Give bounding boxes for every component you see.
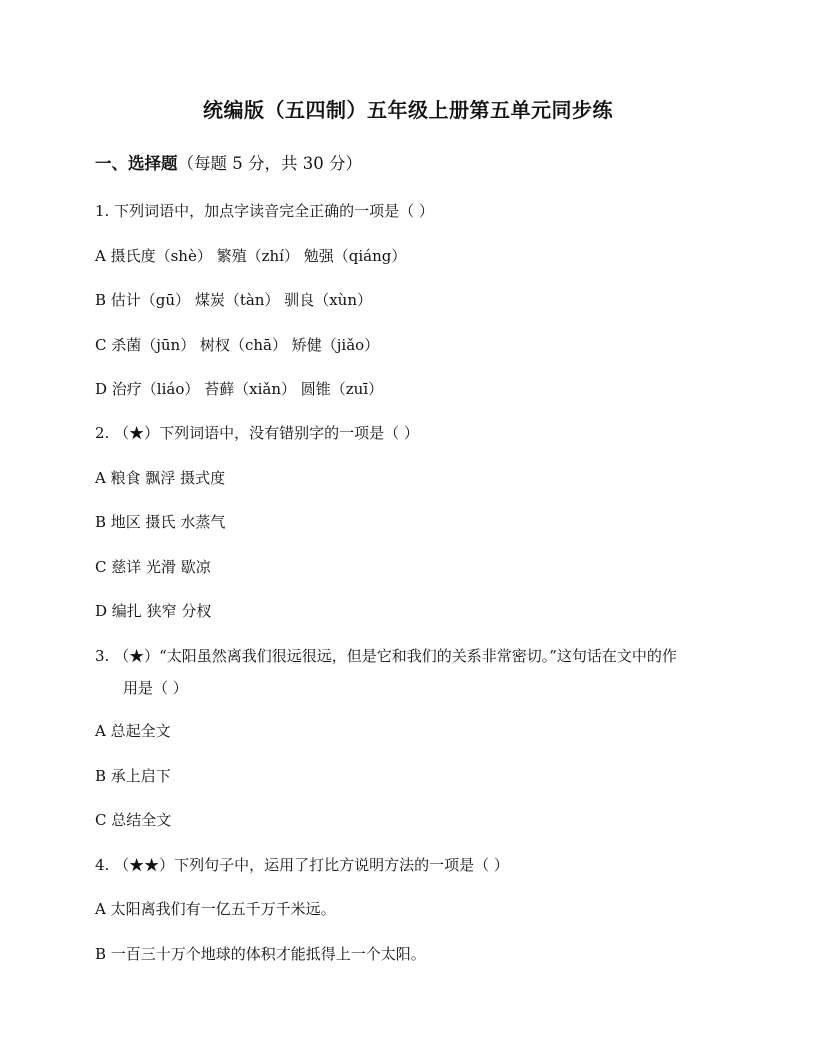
q1-option-d: D 治疗（liáo） 苔藓（xiǎn） 圆锥（zuī） bbox=[95, 380, 384, 398]
section-title: 一、选择题 bbox=[95, 154, 178, 173]
q3-option-a: A 总起全文 bbox=[95, 722, 171, 740]
q1-option-b: B 估计（gū） 煤炭（tàn） 驯良（xùn） bbox=[95, 291, 373, 309]
question-2: 2. （★）下列词语中，没有错别字的一项是（ ） bbox=[95, 424, 419, 442]
q4-option-b: B 一百三十万个地球的体积才能抵得上一个太阳。 bbox=[95, 945, 426, 963]
q4-option-a: A 太阳离我们有一亿五千万千米远。 bbox=[95, 900, 336, 918]
q3-option-b: B 承上启下 bbox=[95, 767, 171, 785]
q3-option-c: C 总结全文 bbox=[95, 811, 172, 829]
q1-option-c: C 杀菌（jūn） 树杈（chā） 矫健（jiǎo） bbox=[95, 336, 380, 354]
q2-option-c: C 慈详 光滑 歇凉 bbox=[95, 558, 211, 576]
question-1: 1. 下列词语中，加点字读音完全正确的一项是（ ） bbox=[95, 202, 434, 220]
section-heading bbox=[95, 150, 362, 174]
question-3-continuation: 用是（ ） bbox=[123, 679, 188, 697]
q1-option-a: A 摄氏度（shè） 繁殖（zhí） 勉强（qiáng） bbox=[95, 247, 407, 265]
q2-option-a: A 粮食 飘浮 摄式度 bbox=[95, 469, 226, 487]
section-note: （每题 5 分，共 30 分） bbox=[177, 154, 362, 173]
question-3: 3. （★）“太阳虽然离我们很远很远，但是它和我们的关系非常密切。”这句话在文中的作 bbox=[95, 647, 677, 665]
q2-option-b: B 地区 摄氏 水蒸气 bbox=[95, 513, 226, 531]
page-title: 统编版（五四制）五年级上册第五单元同步练 bbox=[203, 98, 613, 122]
q2-option-d: D 编扎 狭窄 分杈 bbox=[95, 602, 212, 620]
question-4: 4. （★★）下列句子中，运用了打比方说明方法的一项是（ ） bbox=[95, 856, 509, 874]
